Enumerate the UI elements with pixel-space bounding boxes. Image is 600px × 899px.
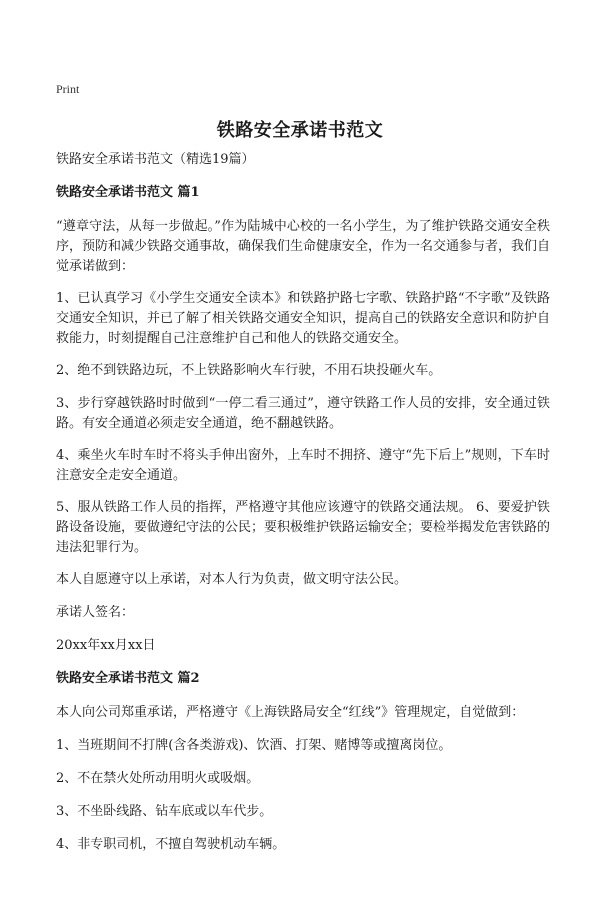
document-body (56, 150, 550, 868)
section-heading-2: 铁路安全承诺书范文 篇2 (56, 671, 200, 686)
paragraph: 4、乘坐火车时车时不将头手伸出窗外，上车时不拥挤、遵守“先下后上”规则，下车时注意安全走安全通道。 (56, 448, 550, 483)
paragraph: 4、非专职司机，不擅自驾驶机动车辆。 (56, 837, 286, 852)
paragraph: “遵章守法，从每一步做起。”作为陆城中心校的一名小学生，为了维护铁路交通安全秩序，预防和减少铁路交通事故，确保我们生命健康安全，作为一名交通参与者，我们自觉承诺做到： (56, 219, 551, 274)
document-title: 铁路安全承诺书范文 (216, 120, 384, 141)
signature-line: 承诺人签名： (56, 605, 135, 620)
commitment-statement: 本人自愿遵守以上承诺，对本人行为负责，做文明守法公民。 (56, 572, 408, 587)
paragraph: 1、已认真学习《小学生交通安全读本》和铁路护路七字歌、铁路护路“不字歌”及铁路交通安全知识，并已了解了相关铁路交通安全知识，提高自己的铁路安全意识和防护自救能力，时刻提醒自己注意维护自己和他人的铁路交通安全。 (56, 291, 551, 346)
date-line: 20xx年xx月xx日 (56, 638, 156, 653)
document-subtitle: 铁路安全承诺书范文（精选19篇） (56, 152, 255, 167)
paragraph: 5、服从铁路工作人员的指挥，严格遵守其他应该遵守的铁路交通法规。 6、要爱护铁路设备设施，要做遵纪守法的公民；要积极维护铁路运输安全；要检举揭发危害铁路的违法犯罪行为。 (56, 500, 551, 555)
section-heading-1: 铁路安全承诺书范文 篇1 (56, 185, 200, 200)
paragraph: 2、绝不到铁路边玩，不上铁路影响火车行驶，不用石块投砸火车。 (56, 363, 442, 378)
paragraph: 3、步行穿越铁路时时做到“一停二看三通过”，遵守铁路工作人员的安排，安全通过铁路。有安全通道必须走安全通道，绝不翻越铁路。 (56, 396, 550, 431)
paragraph: 本人向公司郑重承诺，严格遵守《上海铁路局安全“红线”》管理规定，自觉做到： (56, 705, 525, 720)
paragraph: 2、不在禁火处所动用明火或吸烟。 (56, 771, 260, 786)
paragraph: 1、当班期间不打牌(含各类游戏)、饮酒、打架、赌博等或擅离岗位。 (56, 738, 452, 753)
print-label: Print (56, 82, 80, 96)
paragraph: 3、不坐卧线路、钻车底或以车代步。 (56, 804, 273, 819)
